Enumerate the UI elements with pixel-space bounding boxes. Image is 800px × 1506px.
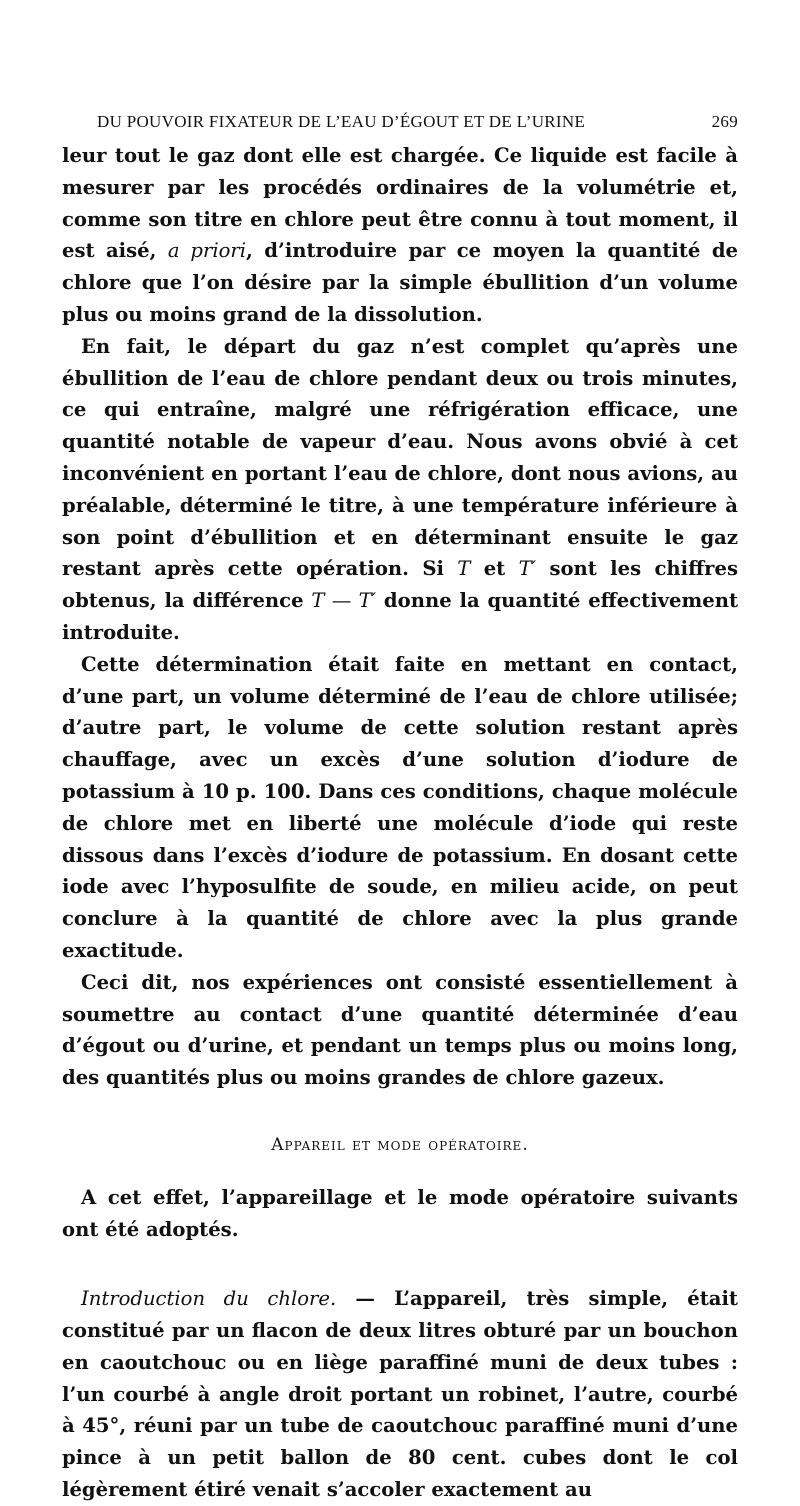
paragraph-3: Cette détermination était faite en mettant en contact, d’une part, un volume déterminé de l’eau de chlore utilisée; d’autre part, le volume de cette solution restant après chauffage, avec un excès d’une solution d’iodure de potassium à 10 p. 100. Dans ces conditions, chaque molécule de chlore met en liberté une molécule d’iode qui reste dissous dans l’excès d’iodure de potassium. En dosant cette iode avec l’hyposulfite de soude, en milieu acide, on peut conclure à la quantité de chlore avec la plus grande exactitude. [62,652,738,962]
paragraph-2-mid-1: et [470,557,519,581]
paragraph-final-text: — L’appareil, très simple, était constitué par un flacon de deux litres obturé par un bouchon en caoutchouc ou en liège paraffiné muni de deux tubes : l’un courbé à angle droit portant un robinet, l’autre, courbé à 45°, réuni par un tube de caoutchouc paraffiné muni d’une pince à un petit ballon de 80 cent. cubes dont le col légèrement étiré venait s’accoler exactement au [62,1287,738,1502]
paragraph-1-text: leur tout le gaz dont elle est chargée. Ce liquide est facile à mesurer par les procédés ordinaires de la volumétrie et, comme son titre en chlore peut être connu à tout moment, il est aisé, [62,144,738,263]
paragraph-2-italic-difference: T — T′ [311,589,377,613]
paragraph-final [62,1283,738,1506]
paragraph-2-text: En fait, le départ du gaz n’est complet qu’après une ébullition de l’eau de chlore pendant deux ou trois minutes, ce qui entraîne, malgré une réfrigération efficace, une quantité notable de vapeur d’eau. Nous avons obvié à cet inconvénient en portant l’eau de chlore, dont nous avions, au préalable, déterminé le titre, à une température inférieure à son point d’ébullition et en déterminant ensuite le gaz restant après cette opération. Si [62,334,738,581]
paragraph-2-tail: donne la quantité effectivement introduite. [62,589,738,644]
paragraph-2 [62,331,738,649]
paragraph-1-tail: , d’introduire par ce moyen la quantité de chlore que l’on désire par la simple ébullition d’un volume plus ou moins grand de la dissolution. [62,239,738,326]
running-title: DU POUVOIR FIXATEUR DE L’EAU D’ÉGOUT ET DE L’URINE [97,112,586,131]
page [62,112,738,1506]
paragraph-1-italic: a priori [167,239,247,263]
paragraph-4: Ceci dit, nos expériences ont consisté essentiellement à soumettre au contact d’une quantité déterminée d’eau d’égout ou d’urine, et pendant un temps plus ou moins long, des quantités plus ou moins grandes de chlore gazeux. [62,970,738,1090]
running-head [97,112,738,132]
paragraph-2-italic-t: T [457,557,471,581]
paragraph-2-mid-2: sont les chiffres obtenus, la différence [62,557,738,613]
section-paragraph: A cet effet, l’appareillage et le mode opératoire suivants ont été adoptés. [62,1185,738,1241]
paragraph-1 [62,140,738,331]
page-number: 269 [711,112,738,131]
body-text [62,140,738,1506]
section-heading: Appareil et mode opératoire. [271,1134,529,1155]
paragraph-2-italic-t-prime: T′ [518,557,537,581]
paragraph-final-italic: Introduction du chlore. [81,1287,337,1311]
